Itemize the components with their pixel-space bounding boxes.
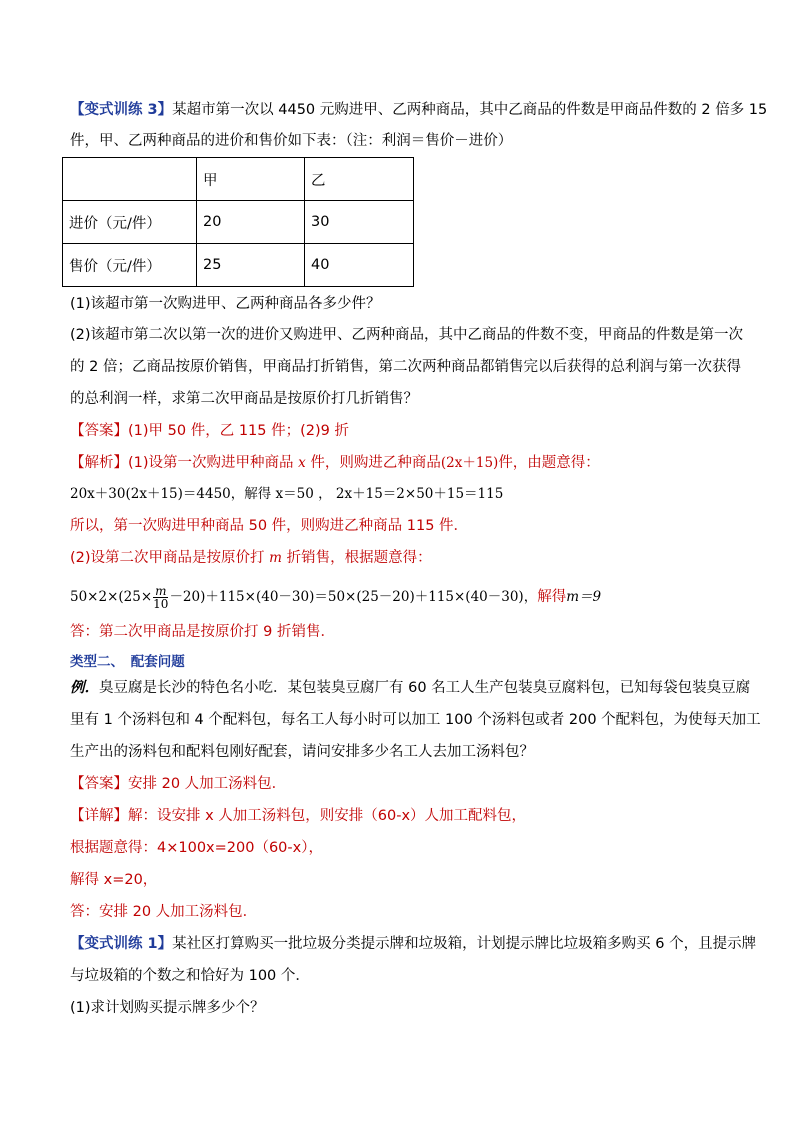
table-cell: 40 bbox=[305, 244, 414, 287]
exercise-1-line2: 与垃圾箱的个数之和恰好为 100 个． bbox=[70, 968, 310, 984]
fraction bbox=[153, 585, 168, 610]
equation-part: 解得 bbox=[537, 589, 567, 605]
answer-1-text: (1)甲 50 件，乙 115 件；(2)9 折 bbox=[128, 423, 349, 439]
detail-line3: 解得 x=20， bbox=[70, 872, 158, 888]
exercise-3-line2: 件，甲、乙两种商品的进价和售价如下表：（注：利润＝售价－进价） bbox=[70, 133, 513, 149]
question-2-line1: (2)该超市第二次以第一次的进价又购进甲、乙两种商品，其中乙商品的件数不变，甲商品的件数是第一次 bbox=[70, 327, 744, 343]
analysis-text: 折销售，根据题意得： bbox=[281, 550, 432, 566]
example-line1 bbox=[70, 678, 750, 698]
detail-line1 bbox=[70, 806, 526, 826]
analysis-text: (1)设第一次购进甲种商品 bbox=[128, 455, 299, 471]
example-text: 臭豆腐是长沙的特色名小吃．某包装臭豆腐厂有 60 名工人生产包装臭豆腐料包，已知每袋包装臭豆腐 bbox=[99, 680, 751, 696]
question-2-line3: 的总利润一样，求第二次甲商品是按原价打几折销售？ bbox=[70, 391, 418, 407]
expression: (2x＋15) bbox=[440, 455, 499, 471]
table-row bbox=[63, 244, 414, 287]
question-1: (1)该超市第一次购进甲、乙两种商品各多少件？ bbox=[70, 296, 381, 312]
detail-label: 【详解】 bbox=[70, 808, 128, 824]
conclusion-1: 所以，第一次购进甲种商品 50 件，则购进乙种商品 115 件． bbox=[70, 518, 469, 534]
exercise-1-label: 【变式训练 1】 bbox=[70, 936, 173, 952]
exercise-1-question-1: (1)求计划购买提示牌多少个？ bbox=[70, 1000, 265, 1016]
section-title: 类型二、 配套问题 bbox=[70, 654, 185, 670]
equation-part: 50×2×(25× bbox=[70, 589, 153, 605]
answer-2-label: 【答案】 bbox=[70, 776, 128, 792]
analysis-text: 件，则购进乙种商品 bbox=[305, 455, 441, 471]
table-cell: 进价（元/件） bbox=[63, 201, 197, 244]
price-table bbox=[62, 157, 414, 287]
exercise-3-intro bbox=[70, 100, 767, 120]
exercise-1-line1: 某社区打算购买一批垃圾分类提示牌和垃圾箱，计划提示牌比垃圾箱多购买 6 个，且提示牌 bbox=[172, 936, 757, 952]
question-2-line2: 的 2 倍；乙商品按原价销售，甲商品打折销售，第二次两种商品都销售完以后获得的总利润与第一次获得 bbox=[70, 359, 741, 375]
table-header-row bbox=[63, 158, 414, 201]
variable-x: x bbox=[298, 455, 306, 471]
variable-m: m bbox=[269, 550, 282, 566]
fraction-denominator: 10 bbox=[153, 597, 169, 611]
fraction-numerator: m bbox=[155, 584, 167, 598]
answer-1-label: 【答案】 bbox=[70, 423, 128, 439]
example-label: 例． bbox=[70, 680, 99, 696]
table-cell: 乙 bbox=[305, 158, 414, 201]
detail-text: 解：设安排 x 人加工汤料包，则安排（60-x）人加工配料包， bbox=[128, 808, 527, 824]
exercise-3-label: 【变式训练 3】 bbox=[70, 102, 173, 118]
table-cell: 25 bbox=[197, 244, 305, 287]
detail-line2: 根据题意得：4×100x=200（60-x）， bbox=[70, 840, 323, 856]
final-answer-1: 答：第二次甲商品是按原价打 9 折销售． bbox=[70, 624, 335, 640]
answer-1 bbox=[70, 421, 349, 441]
detail-line4: 答：安排 20 人加工汤料包． bbox=[70, 904, 258, 920]
table-cell: 30 bbox=[305, 201, 414, 244]
table-cell: 20 bbox=[197, 201, 305, 244]
table-cell: 甲 bbox=[197, 158, 305, 201]
table-row bbox=[63, 201, 414, 244]
table-cell bbox=[63, 158, 197, 201]
analysis-part2 bbox=[70, 548, 432, 568]
example-line3: 生产出的汤料包和配料包刚好配套，请问安排多少名工人去加工汤料包？ bbox=[70, 744, 534, 760]
table-cell: 售价（元/件） bbox=[63, 244, 197, 287]
example-line2: 里有 1 个汤料包和 4 个配料包，每名工人每小时可以加工 100 个汤料包或者 200 个配料包，为使每天加工 bbox=[70, 712, 761, 728]
analysis-text: 件，由题意得： bbox=[498, 455, 600, 471]
analysis-text: (2)设第二次甲商品是按原价打 bbox=[70, 550, 270, 566]
analysis-label: 【解析】 bbox=[70, 455, 128, 471]
equation-part: m＝9 bbox=[566, 589, 602, 605]
equation-2 bbox=[70, 584, 601, 610]
answer-2 bbox=[70, 774, 286, 794]
answer-2-text: 安排 20 人加工汤料包． bbox=[128, 776, 287, 792]
exercise-3-line1: 某超市第一次以 4450 元购进甲、乙两种商品，其中乙商品的件数是甲商品件数的 2 倍多 15 bbox=[172, 102, 768, 118]
equation-part: －20)＋115×(40－30)＝50×(25－20)＋115×(40－30)， bbox=[169, 589, 538, 605]
analysis-line1 bbox=[70, 453, 600, 473]
exercise-1-intro bbox=[70, 934, 756, 954]
equation-1: 20x＋30(2x＋15)＝4450，解得 x＝50 ， 2x＋15＝2×50＋15＝115 bbox=[70, 486, 504, 502]
